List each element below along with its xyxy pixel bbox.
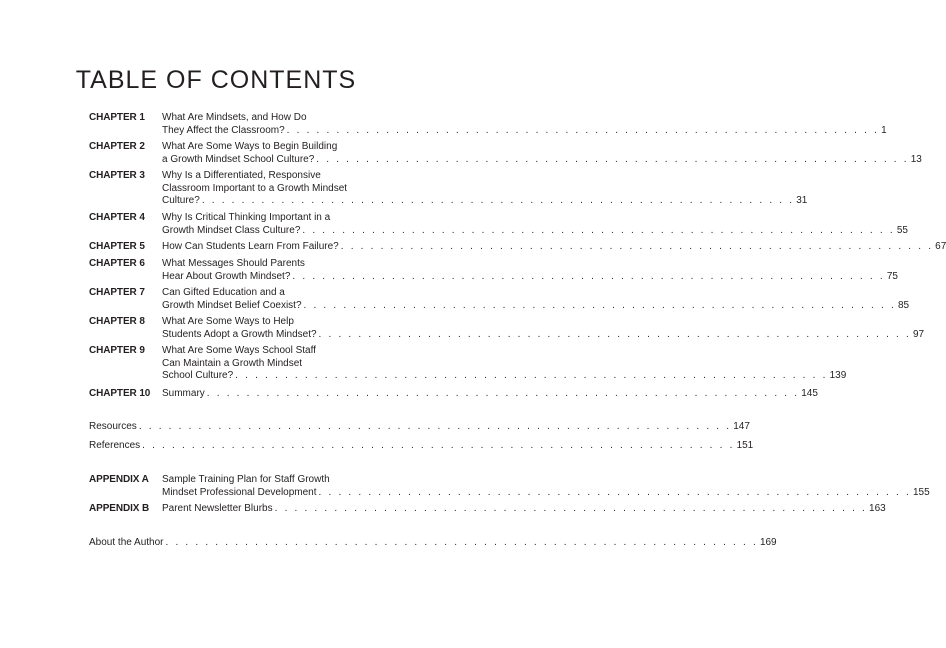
page-number: 55: [896, 224, 908, 236]
toc-entry-title-line: Why Is Critical Thinking Important in a: [162, 212, 331, 223]
toc-entry-title: School Culture?: [162, 370, 234, 381]
dot-leader: . . . . . . . . . . . . . . . . . . . . . . . . . . . . . . . . . . . . . . . . . . . . . . . . . . . . . . . . . . . .: [303, 299, 896, 311]
toc-entry-title: a Growth Mindset School Culture?: [162, 153, 315, 165]
toc-entry-label: CHAPTER 8: [89, 316, 145, 327]
toc-entry-title-line: What Are Some Ways to Begin Building: [162, 141, 338, 152]
toc-entry-title-line: What Messages Should Parents: [162, 258, 305, 269]
toc-entry-title-line: Can Gifted Education and a: [162, 287, 285, 298]
page-number: 75: [886, 270, 898, 282]
dot-leader: . . . . . . . . . . . . . . . . . . . . . . . . . . . . . . . . . . . . . . . . . . . . . . . . . . . . . . . . . . . .: [318, 486, 911, 498]
toc-entry-title-line: Sample Training Plan for Staff Growth: [162, 474, 330, 485]
toc-entry-title-line: What Are Mindsets, and How Do: [162, 112, 307, 123]
dot-leader: . . . . . . . . . . . . . . . . . . . . . . . . . . . . . . . . . . . . . . . . . . . . . . . . . . . . . . . . . . . .: [318, 328, 911, 340]
toc-entry-label: CHAPTER 7: [89, 287, 145, 298]
toc-entry-title: Students Adopt a Growth Mindset?: [162, 328, 317, 340]
page-number: 147: [733, 421, 750, 432]
page-number: 67: [935, 241, 946, 252]
toc-entry-label: CHAPTER 9: [89, 345, 145, 356]
page-number: 1: [881, 124, 887, 136]
page-number: 155: [912, 486, 930, 498]
dot-leader: . . . . . . . . . . . . . . . . . . . . . . . . . . . . . . . . . . . . . . . . . . . . . . . . . . . . . . . . . . . .: [142, 440, 735, 451]
toc-entry-title-line: Why Is a Differentiated, Responsive: [162, 170, 321, 181]
toc-entry-title: Parent Newsletter Blurbs: [162, 503, 273, 514]
toc-entry-title: Growth Mindset Belief Coexist?: [162, 299, 302, 311]
toc-entry-title: Resources: [89, 421, 137, 432]
toc-entry-title: About the Author: [89, 537, 164, 548]
toc-entry-label: CHAPTER 4: [89, 212, 145, 223]
toc-entry-label: CHAPTER 6: [89, 258, 145, 269]
toc-entry-title: How Can Students Learn From Failure?: [162, 241, 339, 252]
toc-entry-label: CHAPTER 5: [89, 241, 145, 252]
dot-leader: . . . . . . . . . . . . . . . . . . . . . . . . . . . . . . . . . . . . . . . . . . . . . . . . . . . . . . . . . . . .: [206, 388, 800, 399]
toc-entry-label: APPENDIX A: [89, 474, 149, 485]
page-title: TABLE OF CONTENTS: [75, 66, 357, 94]
toc-entry-label: CHAPTER 2: [89, 141, 145, 152]
page-number: 97: [912, 328, 925, 340]
toc-entry-title-line: What Are Some Ways School Staff: [162, 345, 316, 356]
dot-leader: . . . . . . . . . . . . . . . . . . . . . . . . . . . . . . . . . . . . . . . . . . . . . . . . . . . . . . . . . . . .: [138, 421, 732, 432]
toc-entry-title: References: [89, 440, 141, 451]
toc-entry-title: Summary: [162, 388, 205, 399]
dot-leader: . . . . . . . . . . . . . . . . . . . . . . . . . . . . . . . . . . . . . . . . . . . . . . . . . . . . . . . . . . . .: [302, 224, 895, 236]
page-number: 85: [897, 299, 910, 311]
page-number: 169: [759, 537, 777, 548]
toc-entry-title-line: Classroom Important to a Growth Mindset: [162, 182, 348, 194]
page-number: 145: [801, 388, 818, 399]
toc-entry-title-line: What Are Some Ways to Help: [162, 316, 294, 327]
toc-entry-title: They Affect the Classroom?: [162, 124, 285, 136]
dot-leader: . . . . . . . . . . . . . . . . . . . . . . . . . . . . . . . . . . . . . . . . . . . . . . . . . . . . . . . . . . . .: [340, 241, 934, 252]
toc-entry-title: Hear About Growth Mindset?: [162, 270, 291, 282]
page-number: 13: [910, 153, 922, 165]
dot-leader: . . . . . . . . . . . . . . . . . . . . . . . . . . . . . . . . . . . . . . . . . . . . . . . . . . . . . . . . . . . .: [274, 503, 868, 514]
toc-entry-label: CHAPTER 10: [89, 388, 151, 399]
dot-leader: . . . . . . . . . . . . . . . . . . . . . . . . . . . . . . . . . . . . . . . . . . . . . . . . . . . . . . . . . . . .: [235, 370, 828, 381]
dot-leader: . . . . . . . . . . . . . . . . . . . . . . . . . . . . . . . . . . . . . . . . . . . . . . . . . . . . . . . . . . . .: [286, 124, 880, 136]
toc-entry-title: Mindset Professional Development: [162, 486, 317, 498]
dot-leader: . . . . . . . . . . . . . . . . . . . . . . . . . . . . . . . . . . . . . . . . . . . . . . . . . . . . . . . . . . . .: [165, 537, 758, 548]
dot-leader: . . . . . . . . . . . . . . . . . . . . . . . . . . . . . . . . . . . . . . . . . . . . . . . . . . . . . . . . . . . .: [316, 153, 909, 165]
toc-entry-title: Growth Mindset Class Culture?: [162, 224, 301, 236]
page-number: 151: [736, 440, 754, 451]
toc-entry-label: CHAPTER 3: [89, 170, 145, 181]
toc-entry-label: APPENDIX B: [89, 503, 150, 514]
page-number: 31: [796, 195, 808, 206]
toc-entry-title: Culture?: [162, 195, 200, 206]
toc-entry-title-line: Can Maintain a Growth Mindset: [162, 357, 303, 369]
dot-leader: . . . . . . . . . . . . . . . . . . . . . . . . . . . . . . . . . . . . . . . . . . . . . . . . . . . . . . . . . . . .: [201, 195, 795, 206]
dot-leader: . . . . . . . . . . . . . . . . . . . . . . . . . . . . . . . . . . . . . . . . . . . . . . . . . . . . . . . . . . . .: [292, 270, 885, 282]
toc-entry-label: CHAPTER 1: [89, 112, 145, 123]
page-number: 139: [829, 370, 847, 381]
page-number: 163: [869, 503, 886, 514]
